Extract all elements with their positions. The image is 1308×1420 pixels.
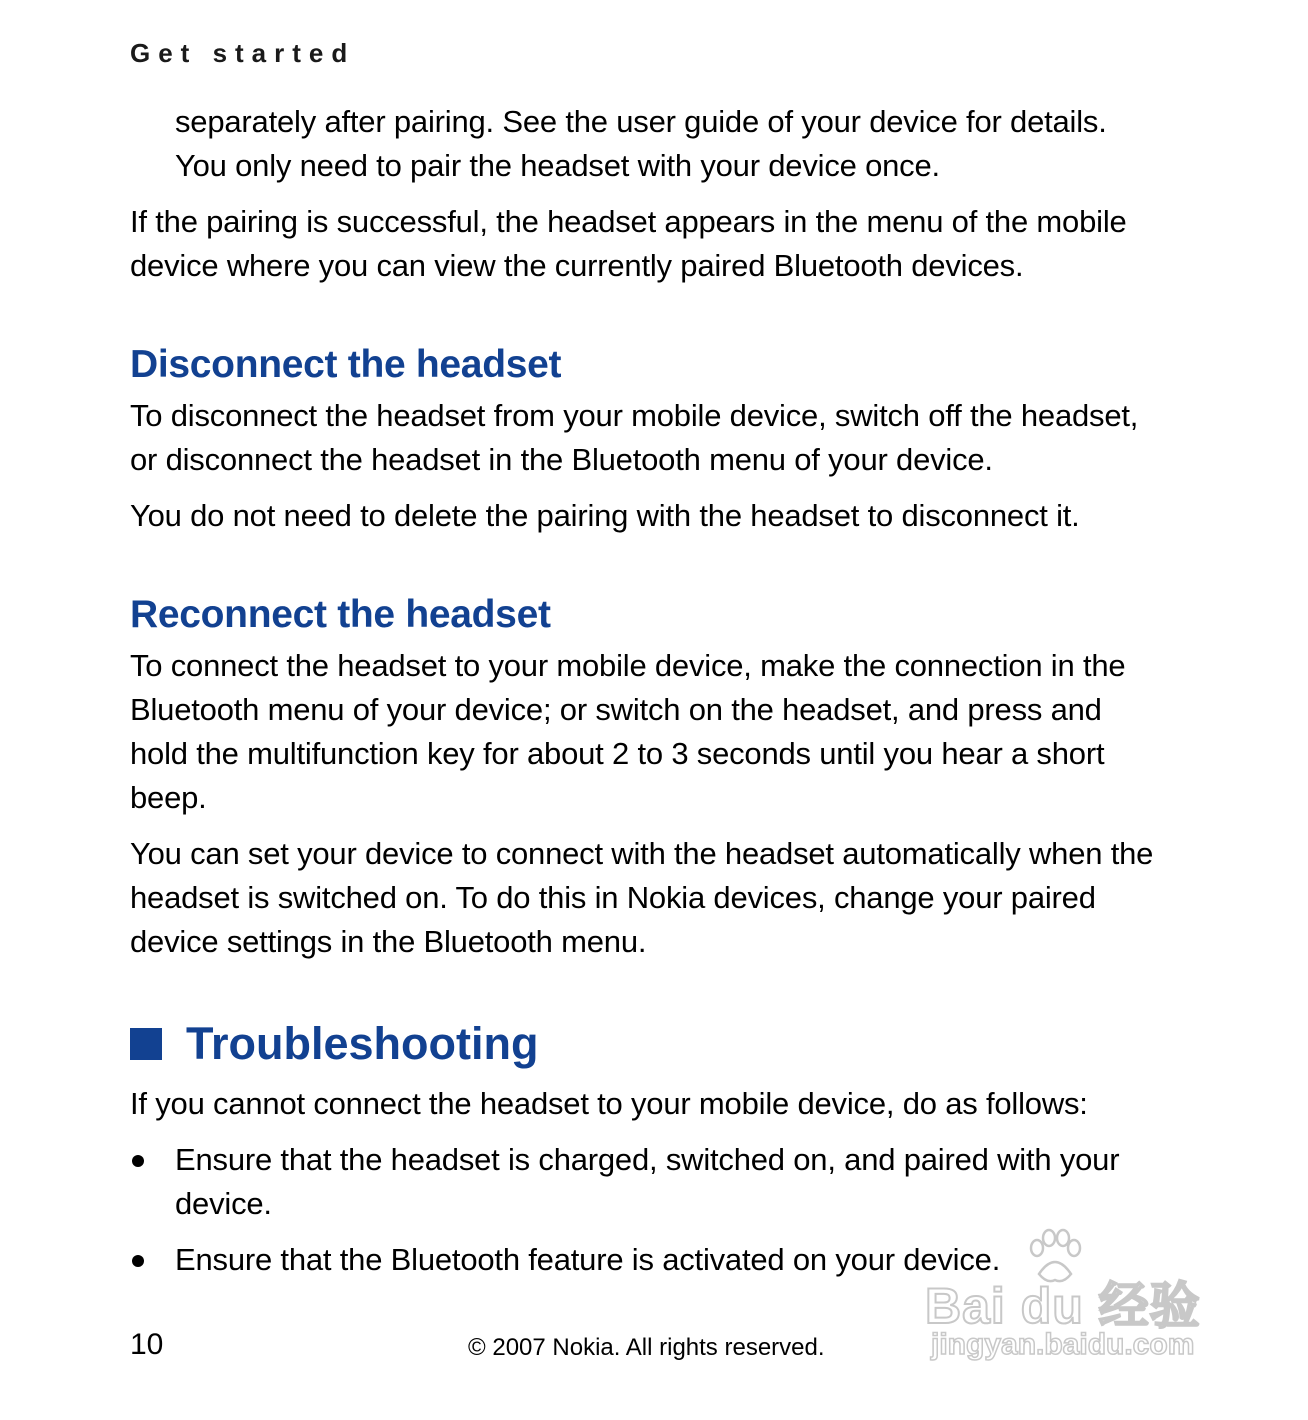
continued-line-2: You only need to pair the headset with your device once. [175, 148, 940, 183]
bullet-icon [132, 1155, 144, 1167]
reconnect-paragraph-1: To connect the headset to your mobile device, make the connection in the Bluetooth menu of your device; or switch on the headset, and press and hold the multifunction key for about 2 to 3 seconds until you hear a short beep. [130, 648, 1126, 815]
running-header: Get started [130, 38, 356, 68]
list-item-text: Ensure that the Bluetooth feature is activated on your device. [175, 1242, 1001, 1277]
continued-line-1: separately after pairing. See the user guide of your device for details. [175, 104, 1107, 139]
page-number: 10 [130, 1328, 164, 1361]
watermark-url: jingyan.baidu.com [931, 1328, 1195, 1361]
troubleshooting-intro: If you cannot connect the headset to your mobile device, do as follows: [130, 1086, 1088, 1121]
watermark-brand: Bai du 经验 [925, 1278, 1201, 1334]
disconnect-heading: Disconnect the headset [130, 343, 562, 386]
troubleshooting-heading [130, 1016, 1160, 1072]
baidu-watermark [925, 1228, 1225, 1368]
section-square-icon [130, 1028, 162, 1060]
list-item [130, 1138, 1160, 1226]
disconnect-paragraph-1: To disconnect the headset from your mobile device, switch off the headset, or disconnect the headset in the Bluetooth menu of your device. [130, 398, 1139, 477]
troubleshooting-heading-text: Troubleshooting [186, 1018, 539, 1069]
disconnect-paragraph-2: You do not need to delete the pairing with the headset to disconnect it. [130, 498, 1080, 533]
pairing-success-paragraph: If the pairing is successful, the headset appears in the menu of the mobile device where you can view the currently paired Bluetooth devices. [130, 204, 1127, 283]
bullet-icon [132, 1255, 144, 1267]
continued-paragraph [130, 100, 1160, 188]
page-content [130, 100, 1160, 1282]
reconnect-heading: Reconnect the headset [130, 593, 551, 636]
copyright-notice: © 2007 Nokia. All rights reserved. [468, 1334, 825, 1361]
list-item-text: Ensure that the headset is charged, switched on, and paired with your device. [175, 1142, 1120, 1221]
reconnect-paragraph-2: You can set your device to connect with the headset automatically when the headset is switched on. To do this in Nokia devices, change your paired device settings in the Bluetooth menu. [130, 836, 1154, 959]
